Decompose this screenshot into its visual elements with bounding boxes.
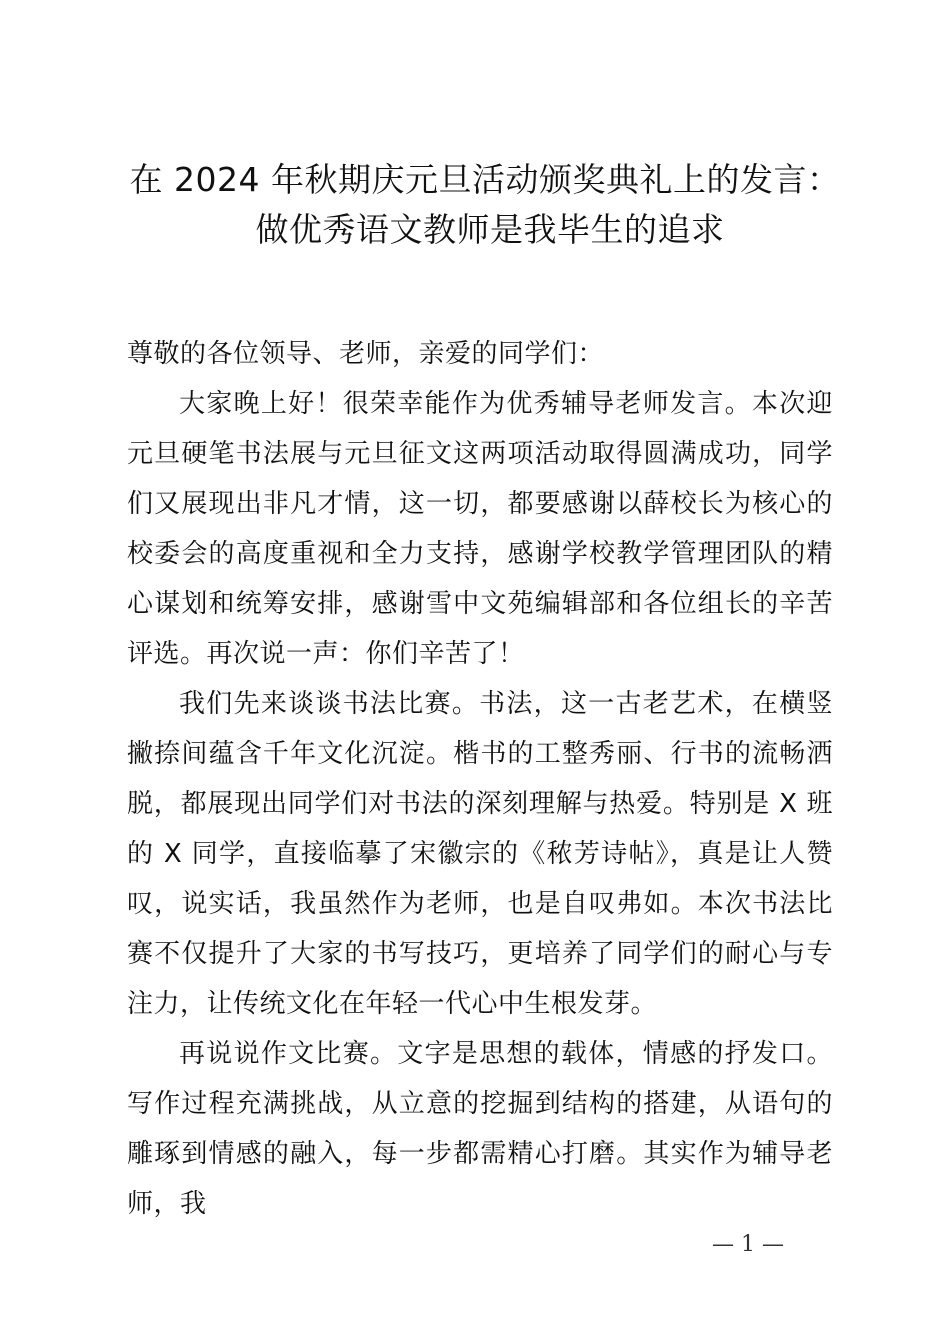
paragraph-2: 我们先来谈谈书法比赛。书法，这一古老艺术，在横竖撇捺间蕴含千年文化沉淀。楷书的工整秀丽、行书的流畅洒脱，都展现出同学们对书法的深刻理解与热爱。特别是 X 班的 X 同学，直接临摹了宋徽宗的《秾芳诗帖》，真是让人赞叹，说实话，我虽然作为老师，也是自叹弗如。本次书法比赛不仅提升了大家的书写技巧，更培养了同学们的耐心与专注力，让传统文化在年轻一代心中生根发芽。 — [127, 689, 833, 1019]
paragraph-3: 再说说作文比赛。文字是思想的载体，情感的抒发口。写作过程充满挑战，从立意的挖掘到结构的搭建，从语句的雕琢到情感的融入，每一步都需精心打磨。其实作为辅导老师，我 — [127, 1039, 833, 1219]
page-number: — 1 — — [712, 1232, 784, 1257]
title-line-2: 做优秀语文教师是我毕生的追求 — [255, 210, 725, 249]
paragraph-1: 大家晚上好！很荣幸能作为优秀辅导老师发言。本次迎元旦硬笔书法展与元旦征文这两项活动取得圆满成功，同学们又展现出非凡才情，这一切，都要感谢以薛校长为核心的校委会的高度重视和全力支持，感谢学校教学管理团队的精心谋划和统筹安排，感谢雪中文苑编辑部和各位组长的辛苦评选。再次说一声：你们辛苦了！ — [127, 389, 833, 669]
title-line-1: 在 2024 年秋期庆元旦活动颁奖典礼上的发言： — [129, 160, 841, 199]
document-body — [127, 329, 833, 1229]
salutation: 尊敬的各位领导、老师，亲爱的同学们： — [127, 339, 605, 369]
